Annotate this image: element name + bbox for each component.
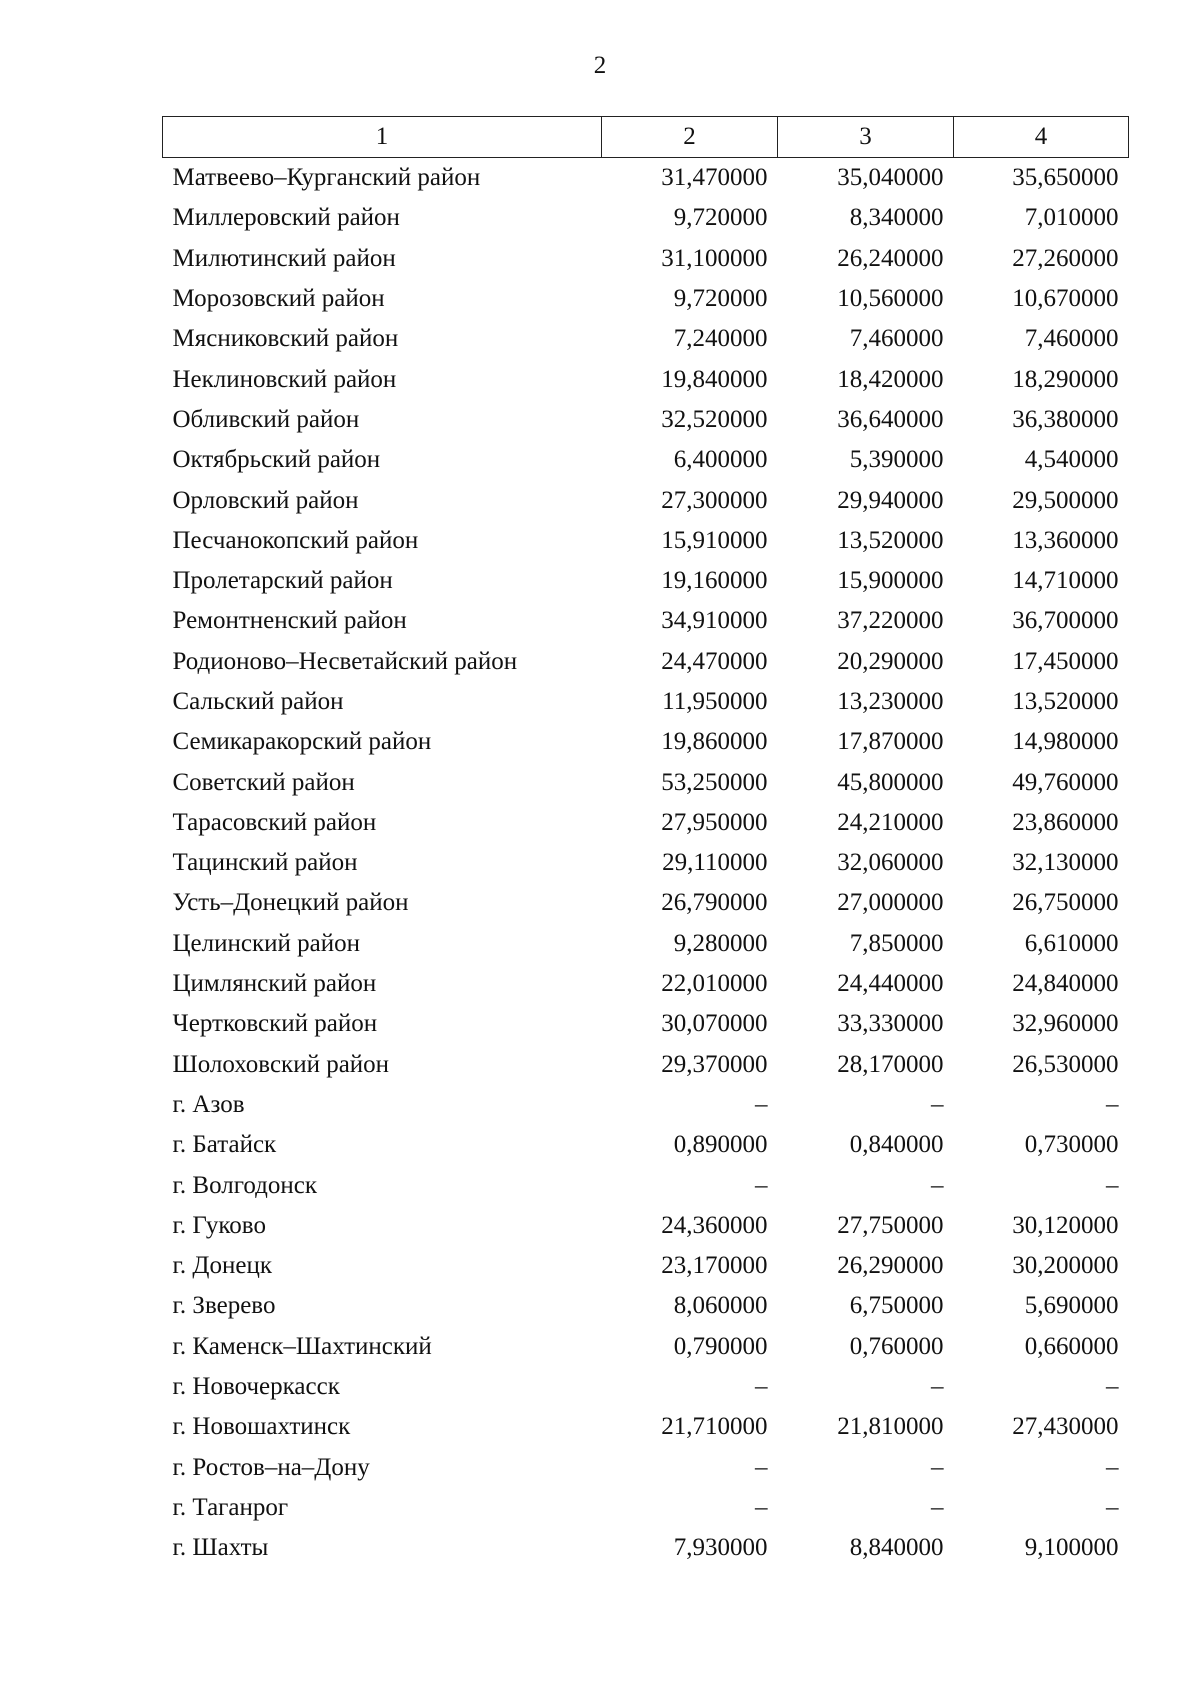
row-value-col-3: 28,170000	[837, 1050, 944, 1078]
row-name-cell: г. Ростов–на–Дону	[172, 1453, 370, 1481]
row-value-col-2: –	[755, 1090, 768, 1118]
table-row	[163, 440, 1129, 480]
table-row	[163, 279, 1129, 319]
row-value-col-3: 21,810000	[837, 1413, 944, 1441]
row-name-cell: г. Новочеркасск	[172, 1373, 340, 1401]
row-value-col-3: –	[931, 1453, 944, 1481]
row-value-col-3: 13,230000	[837, 688, 944, 715]
row-value-col-4: 30,200000	[1012, 1252, 1119, 1280]
table-row	[163, 722, 1129, 762]
row-name-cell: Октябрьский район	[172, 446, 381, 474]
row-value-col-3: 36,640000	[837, 405, 944, 433]
row-name-cell: г. Таганрог	[172, 1493, 289, 1521]
table-row	[163, 1206, 1129, 1246]
row-value-col-3: 6,750000	[849, 1292, 944, 1320]
table-row	[163, 1407, 1129, 1447]
row-value-col-2: 19,160000	[661, 567, 768, 595]
row-value-col-2: 15,910000	[661, 526, 768, 554]
row-value-col-3: 35,040000	[837, 164, 944, 192]
row-value-col-4: 36,700000	[1012, 607, 1119, 635]
row-value-col-2: 27,300000	[661, 486, 768, 514]
row-value-col-4: 7,010000	[1024, 204, 1119, 232]
row-value-col-4: 49,760000	[1012, 768, 1119, 796]
row-value-col-4: 14,980000	[1012, 728, 1119, 756]
row-name-cell: г. Донецк	[172, 1252, 272, 1280]
row-value-col-4: 27,260000	[1012, 244, 1119, 272]
row-value-col-4: 13,520000	[1012, 688, 1119, 715]
row-value-col-3: 24,440000	[837, 970, 944, 998]
row-value-col-2: 6,400000	[673, 446, 768, 474]
header-row	[163, 117, 1129, 158]
row-value-col-3: 37,220000	[837, 607, 944, 635]
row-name-cell: Шолоховский район	[172, 1050, 390, 1078]
row-value-col-4: 10,670000	[1012, 285, 1119, 313]
row-value-col-2: 26,790000	[661, 889, 768, 917]
row-value-col-3: 20,290000	[837, 647, 944, 675]
row-name-cell: г. Новошахтинск	[172, 1413, 351, 1441]
row-value-col-2: 7,240000	[673, 325, 768, 353]
row-value-col-2: 7,930000	[673, 1534, 768, 1562]
row-name-cell: Матвеево–Курганский район	[172, 164, 481, 192]
row-name-cell: Морозовский район	[172, 285, 385, 313]
table-row	[163, 1165, 1129, 1205]
page-number: 2	[593, 52, 607, 79]
row-value-col-2: –	[755, 1171, 768, 1199]
row-name-cell: г. Шахты	[172, 1534, 269, 1562]
row-value-col-4: 5,690000	[1024, 1292, 1119, 1320]
row-value-col-4: 35,650000	[1012, 164, 1119, 192]
row-value-col-2: –	[755, 1453, 768, 1481]
header-col-4: 4	[954, 117, 1129, 158]
row-value-col-3: 13,520000	[837, 526, 944, 554]
table-row	[163, 239, 1129, 279]
table-row	[163, 359, 1129, 399]
row-name-cell: Родионово–Несветайский район	[172, 647, 518, 675]
row-value-col-3: –	[931, 1171, 944, 1199]
table-row	[163, 1286, 1129, 1326]
row-value-col-2: 31,100000	[661, 244, 768, 272]
row-name-cell: Целинский район	[172, 929, 360, 957]
table-row	[163, 158, 1129, 199]
row-value-col-4: 14,710000	[1012, 567, 1119, 595]
row-value-col-3: 18,420000	[837, 365, 944, 393]
row-value-col-3: –	[931, 1090, 944, 1118]
row-value-col-4: 4,540000	[1024, 446, 1119, 474]
row-value-col-4: 18,290000	[1012, 365, 1119, 393]
row-value-col-2: 9,720000	[673, 285, 768, 313]
row-value-col-2: 9,280000	[673, 929, 768, 957]
row-name-cell: г. Каменск–Шахтинский	[172, 1332, 432, 1360]
row-name-cell: Ремонтненский район	[172, 607, 407, 635]
row-value-col-4: –	[1106, 1373, 1119, 1401]
table-row	[163, 198, 1129, 238]
row-value-col-3: –	[931, 1373, 944, 1401]
row-value-col-3: 29,940000	[837, 486, 944, 514]
row-value-col-3: 10,560000	[837, 285, 944, 313]
row-value-col-4: 29,500000	[1012, 486, 1119, 514]
row-value-col-3: 32,060000	[837, 849, 944, 877]
row-value-col-2: 30,070000	[661, 1010, 768, 1038]
header-col-3: 3	[778, 117, 954, 158]
table-header	[163, 117, 1129, 158]
row-name-cell: Миллеровский район	[172, 204, 400, 232]
row-value-col-4: 6,610000	[1024, 929, 1119, 957]
row-name-cell: г. Азов	[172, 1090, 245, 1118]
row-value-col-2: 53,250000	[661, 768, 768, 796]
row-name-cell: Чертковский район	[172, 1010, 378, 1038]
header-col-2: 2	[602, 117, 778, 158]
row-value-col-4: –	[1106, 1453, 1119, 1481]
row-name-cell: Тарасовский район	[172, 808, 377, 836]
table-row	[163, 1085, 1129, 1125]
row-value-col-2: 0,890000	[673, 1131, 768, 1159]
row-value-col-2: 23,170000	[661, 1252, 768, 1280]
row-value-col-3: 8,340000	[849, 204, 944, 232]
table-row	[163, 561, 1129, 601]
row-name-cell: г. Батайск	[172, 1131, 277, 1159]
table-row	[163, 1004, 1129, 1044]
row-value-col-2: 19,840000	[661, 365, 768, 393]
row-value-col-4: 32,130000	[1012, 849, 1119, 877]
table-row	[163, 1045, 1129, 1085]
row-value-col-2: 11,950000	[662, 688, 768, 715]
row-name-cell: г. Зверево	[172, 1292, 276, 1320]
table-row	[163, 883, 1129, 923]
row-value-col-4: 0,730000	[1024, 1131, 1119, 1159]
row-name-cell: Милютинский район	[172, 244, 396, 272]
row-name-cell: Пролетарский район	[172, 567, 393, 595]
row-value-col-3: 17,870000	[837, 728, 944, 756]
row-value-col-2: –	[755, 1493, 768, 1521]
row-value-col-3: 0,840000	[849, 1131, 944, 1159]
row-name-cell: г. Волгодонск	[172, 1171, 318, 1199]
table-body	[163, 158, 1129, 1569]
row-value-col-3: 27,750000	[837, 1211, 944, 1239]
table-row	[163, 924, 1129, 964]
row-value-col-4: 13,360000	[1012, 526, 1119, 554]
row-value-col-3: 0,760000	[849, 1332, 944, 1360]
row-value-col-4: 32,960000	[1012, 1010, 1119, 1038]
row-name-cell: Советский район	[172, 768, 355, 796]
row-value-col-2: 24,470000	[661, 647, 768, 675]
table-row	[163, 480, 1129, 520]
table-row	[163, 601, 1129, 641]
table-row	[163, 1327, 1129, 1367]
table-row	[163, 521, 1129, 561]
row-value-col-2: 27,950000	[661, 808, 768, 836]
row-value-col-4: 30,120000	[1012, 1211, 1119, 1239]
row-value-col-2: 34,910000	[661, 607, 768, 635]
table-row	[163, 1367, 1129, 1407]
row-name-cell: Обливский район	[172, 405, 360, 433]
table-row	[163, 1125, 1129, 1165]
table-row	[163, 1528, 1129, 1568]
table-row	[163, 682, 1129, 722]
row-value-col-2: 29,110000	[662, 849, 768, 877]
row-value-col-2: 31,470000	[661, 164, 768, 192]
row-value-col-3: 27,000000	[837, 889, 944, 917]
row-value-col-2: 24,360000	[661, 1211, 768, 1239]
table-row	[163, 803, 1129, 843]
table-row	[163, 1246, 1129, 1286]
table-row	[163, 762, 1129, 802]
row-value-col-3: 45,800000	[837, 768, 944, 796]
row-value-col-4: –	[1106, 1493, 1119, 1521]
row-value-col-4: 26,530000	[1012, 1050, 1119, 1078]
row-name-cell: Сальский район	[172, 688, 344, 715]
row-value-col-4: 27,430000	[1012, 1413, 1119, 1441]
row-value-col-4: 9,100000	[1024, 1534, 1119, 1562]
row-value-col-4: –	[1106, 1090, 1119, 1118]
table-row	[163, 1488, 1129, 1528]
row-name-cell: Песчанокопский район	[172, 526, 419, 554]
row-value-col-2: 9,720000	[673, 204, 768, 232]
table-row	[163, 964, 1129, 1004]
row-value-col-3: 7,850000	[849, 929, 944, 957]
row-value-col-4: 23,860000	[1012, 808, 1119, 836]
row-name-cell: Цимлянский район	[172, 970, 377, 998]
row-value-col-2: 19,860000	[661, 728, 768, 756]
row-value-col-3: –	[931, 1493, 944, 1521]
data-table	[162, 116, 1129, 1568]
row-name-cell: Тацинский район	[172, 849, 358, 877]
row-value-col-2: 8,060000	[673, 1292, 768, 1320]
row-name-cell: Усть–Донецкий район	[172, 889, 409, 917]
row-name-cell: г. Гуково	[172, 1211, 266, 1239]
row-name-cell: Мясниковский район	[172, 325, 399, 353]
row-value-col-4: 17,450000	[1012, 647, 1119, 675]
row-value-col-4: 7,460000	[1024, 325, 1119, 353]
row-name-cell: Неклиновский район	[172, 365, 397, 393]
row-value-col-3: 15,900000	[837, 567, 944, 595]
row-name-cell: Семикаракорский район	[172, 728, 432, 756]
row-value-col-2: 32,520000	[661, 405, 768, 433]
row-value-col-3: 26,240000	[837, 244, 944, 272]
row-value-col-2: –	[755, 1373, 768, 1401]
header-col-1: 1	[163, 117, 602, 158]
table-row	[163, 400, 1129, 440]
table-row	[163, 319, 1129, 359]
row-value-col-2: 0,790000	[673, 1332, 768, 1360]
row-value-col-4: 0,660000	[1024, 1332, 1119, 1360]
row-value-col-3: 24,210000	[837, 808, 944, 836]
table-row	[163, 843, 1129, 883]
row-value-col-2: 22,010000	[661, 970, 768, 998]
row-value-col-4: 24,840000	[1012, 970, 1119, 998]
row-value-col-3: 7,460000	[849, 325, 944, 353]
row-name-cell: Орловский район	[172, 486, 359, 514]
row-value-col-4: 36,380000	[1012, 405, 1119, 433]
row-value-col-2: 29,370000	[661, 1050, 768, 1078]
table-row	[163, 1448, 1129, 1488]
row-value-col-4: –	[1106, 1171, 1119, 1199]
row-value-col-3: 26,290000	[837, 1252, 944, 1280]
table-row	[163, 642, 1129, 682]
row-value-col-3: 33,330000	[837, 1010, 944, 1038]
row-value-col-4: 26,750000	[1012, 889, 1119, 917]
row-value-col-3: 8,840000	[849, 1534, 944, 1562]
row-value-col-3: 5,390000	[849, 446, 944, 474]
row-value-col-2: 21,710000	[661, 1413, 768, 1441]
